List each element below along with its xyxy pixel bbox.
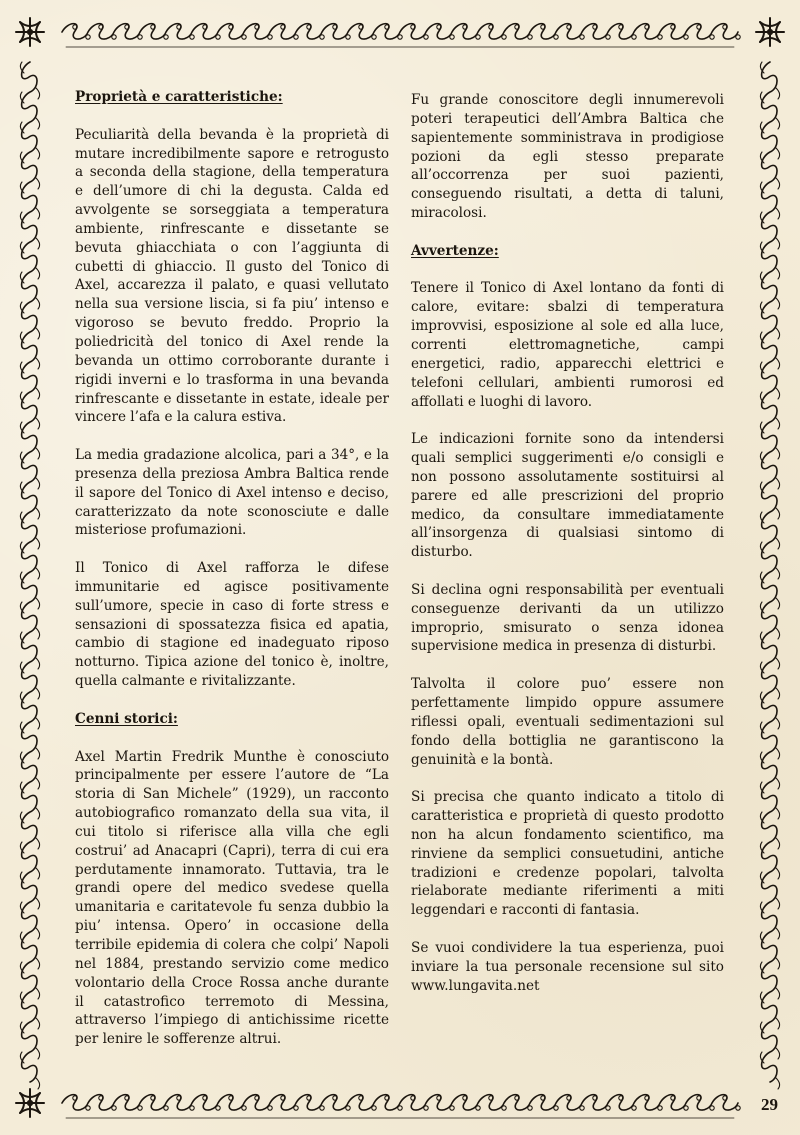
border-curl [86, 1106, 90, 1110]
border-leaf [36, 478, 40, 489]
border-curl [320, 35, 324, 39]
right-column [411, 91, 724, 1014]
border-curl [268, 1106, 272, 1110]
fleur-corner-icon [27, 1100, 33, 1106]
paragraph-flavor: Peculiarità della bevanda è la proprietà di mutare incredibilmente sapore e retrogusto a seconda della stagione, della temperatura e dell’umore di chi la degusta. Calda ed avvolgente se sorseggiata a temperatura ambiente, rinfrescante e dissetante se bevuta ghiacchiata o con l’aggiunta di cubetti di ghiaccio. Il gusto del Tonico di Axel, accarezza il palato, e quasi vellutato nella sua versione liscia, si fa piu’ intenso e vigoroso se bevuto freddo. Proprio la poliedricità del tonico di Axel rende la bevanda un ottimo corroborante durante i rigidi inverni e lo trasforma in una bevanda rinfrescante e dissetante in estate, ideale per vincere l’afa e la calura estiva. [75, 126, 389, 426]
border-leaf [36, 658, 40, 669]
paragraph-scientific: Si precisa che quanto indicato a titolo di caratteristica e proprietà di questo prodotto non ha alcun fondamento scientifico, ma rinviene da semplici consuetudini, antiche tradizioni e credenze popolari, talvolta rielaborate mediante riferimenti a miti leggendari e racconti di fantasia. [411, 789, 724, 919]
border-curl [346, 1106, 350, 1110]
border-leaf [776, 148, 780, 159]
border-leaf [36, 178, 40, 189]
border-curl [632, 1106, 636, 1110]
border-leaf [776, 778, 780, 789]
border-curl [632, 35, 636, 39]
border-curl [346, 35, 350, 39]
border-leaf [776, 298, 780, 309]
border-leaf [776, 628, 780, 639]
paragraph-color: Talvolta il colore puo’ essere non perfettamente limpido oppure assumere riflessi opali, eventuali sedimentazioni sul fondo della bottiglia ne garantiscono la genuinità e la bontà. [411, 676, 724, 768]
border-leaf [776, 1018, 780, 1029]
border-leaf [776, 988, 780, 999]
border-curl [580, 1106, 584, 1110]
border-curl [242, 35, 246, 39]
border-leaf [776, 208, 780, 219]
border-leaf [36, 298, 40, 309]
border-leaf [776, 478, 780, 489]
border-leaf [36, 598, 40, 609]
border-leaf [36, 388, 40, 399]
border-leaf [776, 928, 780, 939]
border-leaf [776, 898, 780, 909]
border-curl [658, 35, 662, 39]
border-leaf [776, 688, 780, 699]
border-leaf [36, 118, 40, 129]
fleur-corner-icon [767, 29, 773, 35]
border-curl [710, 35, 714, 39]
paragraph-review: Se vuoi condividere la tua esperienza, puoi inviare la tua personale recensione sul sito www.lungavita.net [411, 939, 724, 994]
border-curl [138, 35, 142, 39]
border-curl [372, 1106, 376, 1110]
border-leaf [36, 988, 40, 999]
border-leaf [36, 778, 40, 789]
border-curl [138, 1106, 142, 1110]
border-leaf [36, 1018, 40, 1029]
border-curl [554, 35, 558, 39]
paragraph-disclaimer: Si declina ogni responsabilità per eventuali conseguenze derivanti da un utilizzo improprio, smisurato o senza idonea supervisione medica in presenza di disturbi. [411, 581, 724, 655]
border-leaf [36, 958, 40, 969]
border-leaf [36, 748, 40, 759]
border-leaf [36, 688, 40, 699]
border-leaf [776, 1048, 780, 1059]
heading-warnings: Avvertenze: [411, 242, 499, 259]
border-curl [320, 1106, 324, 1110]
border-leaf [36, 448, 40, 459]
border-curl [476, 35, 480, 39]
border-curl [294, 35, 298, 39]
border-curl [658, 1106, 662, 1110]
paragraph-amber: Fu grande conoscitore degli innumerevoli poteri terapeutici dell’Ambra Baltica che sapientemente somministrava in prodigiose pozioni da egli stesso preparate all’occorrenza per suoi pazienti, conseguendo risultati, a detta di taluni, miracolosi. [411, 92, 724, 222]
border-leaf [36, 628, 40, 639]
border-curl [398, 35, 402, 39]
border-curl [372, 35, 376, 39]
border-curl [294, 1106, 298, 1110]
border-leaf [776, 838, 780, 849]
border-curl [398, 1106, 402, 1110]
heading-properties: Proprietà e caratteristiche: [75, 89, 283, 105]
border-leaf [36, 208, 40, 219]
border-leaf [776, 418, 780, 429]
paragraph-advice: Le indicazioni fornite sono da intendersi quali semplici suggerimenti e/o consigli e non possono assolutamente sostituirsi al parere ed alle prescrizioni del proprio medico, da consultare immediatamente all’insorgenza di qualsiasi sintomo di disturbo. [411, 431, 724, 561]
border-leaf [776, 1078, 780, 1089]
paragraph-alcohol: La media gradazione alcolica, pari a 34°, e la presenza della preziosa Ambra Baltica rende il sapore del Tonico di Axel intenso e deciso, caratterizzato da note sconosciute e dalle misteriose profumazioni. [75, 447, 389, 539]
border-leaf [776, 808, 780, 819]
border-leaf [776, 388, 780, 399]
border-scroll-vertical [762, 62, 777, 1082]
border-curl [164, 1106, 168, 1110]
border-leaf [36, 868, 40, 879]
border-leaf [776, 598, 780, 609]
border-leaf [36, 148, 40, 159]
border-leaf [36, 568, 40, 579]
border-leaf [776, 718, 780, 729]
border-leaf [776, 748, 780, 759]
heading-history: Cenni storici: [75, 710, 178, 727]
border-curl [424, 1106, 428, 1110]
border-curl [502, 1106, 506, 1110]
border-leaf [776, 658, 780, 669]
border-leaf [36, 1078, 40, 1089]
border-curl [502, 35, 506, 39]
border-curl [424, 35, 428, 39]
border-curl [268, 35, 272, 39]
paragraph-benefits: Il Tonico di Axel rafforza le difese immunitarie ed agisce positivamente sull’umore, specie in caso di forte stress e sensazioni di spossatezza fisica ed apatia, cambio di stagione ed inadeguato riposo notturno. Tipica azione del tonico è, inoltre, quella calmante e rivitalizzante. [75, 560, 389, 690]
border-leaf [36, 1048, 40, 1059]
border-curl [216, 1106, 220, 1110]
border-curl [164, 35, 168, 39]
border-leaf [776, 448, 780, 459]
left-column [75, 88, 389, 1068]
border-leaf [776, 508, 780, 519]
border-leaf [776, 958, 780, 969]
border-curl [112, 35, 116, 39]
border-leaf [776, 118, 780, 129]
border-leaf [36, 898, 40, 909]
border-leaf [776, 238, 780, 249]
border-curl [216, 35, 220, 39]
border-curl [684, 1106, 688, 1110]
border-leaf [776, 328, 780, 339]
border-curl [242, 1106, 246, 1110]
border-leaf [36, 838, 40, 849]
border-leaf [36, 808, 40, 819]
border-curl [684, 35, 688, 39]
border-leaf [36, 358, 40, 369]
border-leaf [36, 418, 40, 429]
border-curl [112, 1106, 116, 1110]
border-curl [450, 1106, 454, 1110]
border-curl [606, 35, 610, 39]
border-curl [528, 35, 532, 39]
border-leaf [36, 508, 40, 519]
border-curl [528, 1106, 532, 1110]
border-leaf [776, 88, 780, 99]
border-leaf [36, 718, 40, 729]
border-leaf [776, 178, 780, 189]
border-curl [476, 1106, 480, 1110]
border-leaf [36, 238, 40, 249]
border-curl [190, 1106, 194, 1110]
border-curl [736, 35, 740, 39]
border-curl [554, 1106, 558, 1110]
border-curl [86, 35, 90, 39]
border-leaf [36, 538, 40, 549]
border-curl [710, 1106, 714, 1110]
border-curl [606, 1106, 610, 1110]
border-leaf [36, 268, 40, 279]
border-leaf [36, 928, 40, 939]
border-leaf [776, 268, 780, 279]
border-leaf [776, 358, 780, 369]
border-leaf [36, 328, 40, 339]
paragraph-storage: Tenere il Tonico di Axel lontano da fonti di calore, evitare: sbalzi di temperatura improvvisi, esposizione al sole ed alla luce, correnti elettromagnetiche, campi energetici, radio, apparecchi elettrici e telefoni cellulari, ambienti rumorosi ed affollati e luoghi di lavoro. [411, 280, 724, 410]
fleur-corner-icon [27, 29, 33, 35]
border-curl [580, 35, 584, 39]
border-curl [736, 1106, 740, 1110]
border-leaf [776, 868, 780, 879]
border-curl [450, 35, 454, 39]
paragraph-munthe: Axel Martin Fredrik Munthe è conosciuto principalmente per essere l’autore de “La storia di San Michele” (1929), un racconto autobiografico romanzato della sua vita, il cui titolo si riferisce alla villa che egli costrui’ ad Anacapri (Capri), terra di cui era perdutamente innamorato. Tuttavia, tra le grandi opere del medico svedese quella umanitaria e caritatevole fu senza dubbio la piu’ intensa. Opero’ in occasione della terribile epidemia di colera che colpi’ Napoli nel 1884, prestando servizio come medico volontario della Croce Rossa anche durante il catastrofico terremoto di Messina, attraverso l’impiego di antichissime ricette per lenire le sofferenze altrui. [75, 748, 389, 1048]
border-leaf [36, 88, 40, 99]
page-number: 29 [761, 1095, 778, 1114]
border-curl [190, 35, 194, 39]
border-leaf [776, 568, 780, 579]
border-scroll-vertical [22, 62, 37, 1082]
border-leaf [776, 538, 780, 549]
